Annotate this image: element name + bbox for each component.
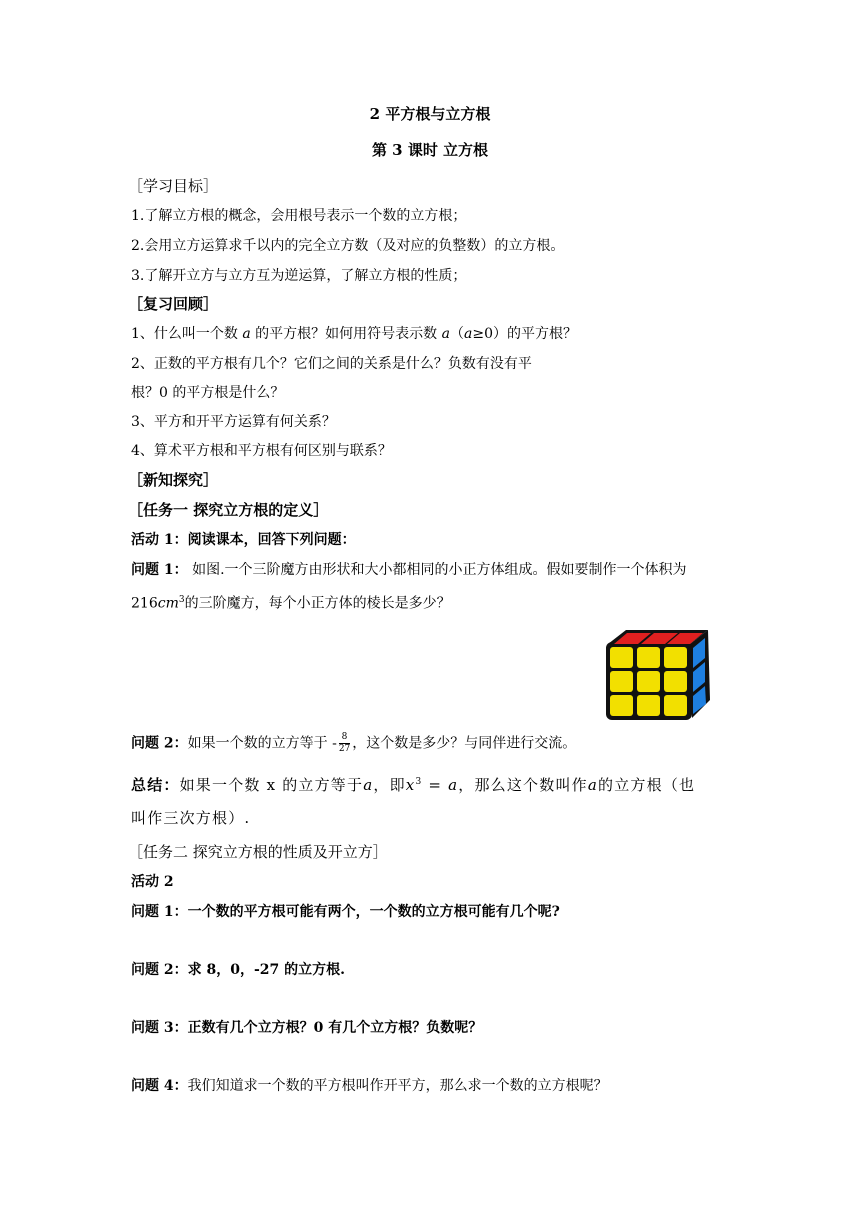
task2-question-2: 问题 2：求 8，0，-27 的立方根. <box>131 962 346 978</box>
goal-item-2: 2.会用立方运算求千以内的完全立方数（及对应的负整数）的立方根。 <box>131 238 565 254</box>
rubiks-cube-image <box>604 622 714 720</box>
lesson-subtitle: 第 3 课时 立方根 <box>371 141 489 159</box>
activity2-label: 活动 2 <box>131 874 174 890</box>
goal-item-3: 3.了解开立方与立方互为逆运算，了解立方根的性质； <box>131 268 467 284</box>
problem-1-line2: $216cm^3$的三阶魔方，每个小正方体的棱长是多少？ <box>131 595 451 612</box>
problem-1: 问题 1： 如图.一个三阶魔方由形状和大小都相同的小正方体组成。假如要制作一个体积为 <box>131 562 687 578</box>
cube-top-face <box>614 633 703 644</box>
cube-side-face <box>693 638 706 714</box>
task1-heading: ［任务一 探究立方根的定义］ <box>128 501 329 519</box>
task2-heading: ［任务二 探究立方根的性质及开立方］ <box>128 843 388 861</box>
review-question-3: 3、平方和开平方运算有何关系？ <box>131 414 336 430</box>
task2-question-4: 问题 4：我们知道求一个数的平方根叫作开平方，那么求一个数的立方根呢？ <box>131 1078 608 1094</box>
task2-question-1: 问题 1：一个数的平方根可能有两个，一个数的立方根可能有几个呢? <box>131 904 560 920</box>
review-question-1: 1、什么叫一个数 a 的平方根？如何用符号表示数 a（a≥0）的平方根？ <box>131 326 577 342</box>
review-question-2b: 根？0 的平方根是什么？ <box>131 385 285 401</box>
cube-front-face <box>610 647 687 716</box>
review-question-4: 4、算术平方根和平方根有何区别与联系？ <box>131 443 392 459</box>
task2-question-3: 问题 3：正数有几个立方根？0 有几个立方根？负数呢？ <box>131 1020 483 1036</box>
explore-heading: ［新知探究］ <box>128 471 219 489</box>
review-question-2a: 2、正数的平方根有几个？它们之间的关系是什么？负数有没有平 <box>131 356 532 372</box>
page-title: 2 平方根与立方根 <box>369 105 491 123</box>
goals-heading: ［学习目标］ <box>128 177 219 195</box>
review-heading: ［复习回顾］ <box>128 295 219 313</box>
fraction-8-27: $\frac{8}{27}$ <box>338 732 351 754</box>
goal-item-1: 1.了解立方根的概念，会用根号表示一个数的立方根； <box>131 208 467 224</box>
activity1-label: 活动 1：阅读课本，回答下列问题： <box>131 532 356 548</box>
summary: 总结：如果一个数 x 的立方等于a，即$x^3 = a$，那么这个数叫作a的立方根（也 <box>131 776 696 794</box>
summary-line2: 叫作三次方根）. <box>131 809 251 827</box>
problem-2: 问题 2：如果一个数的立方等于 - $\frac{8}{27}$ ，这个数是多少？与同伴进行交流。 <box>131 732 577 754</box>
